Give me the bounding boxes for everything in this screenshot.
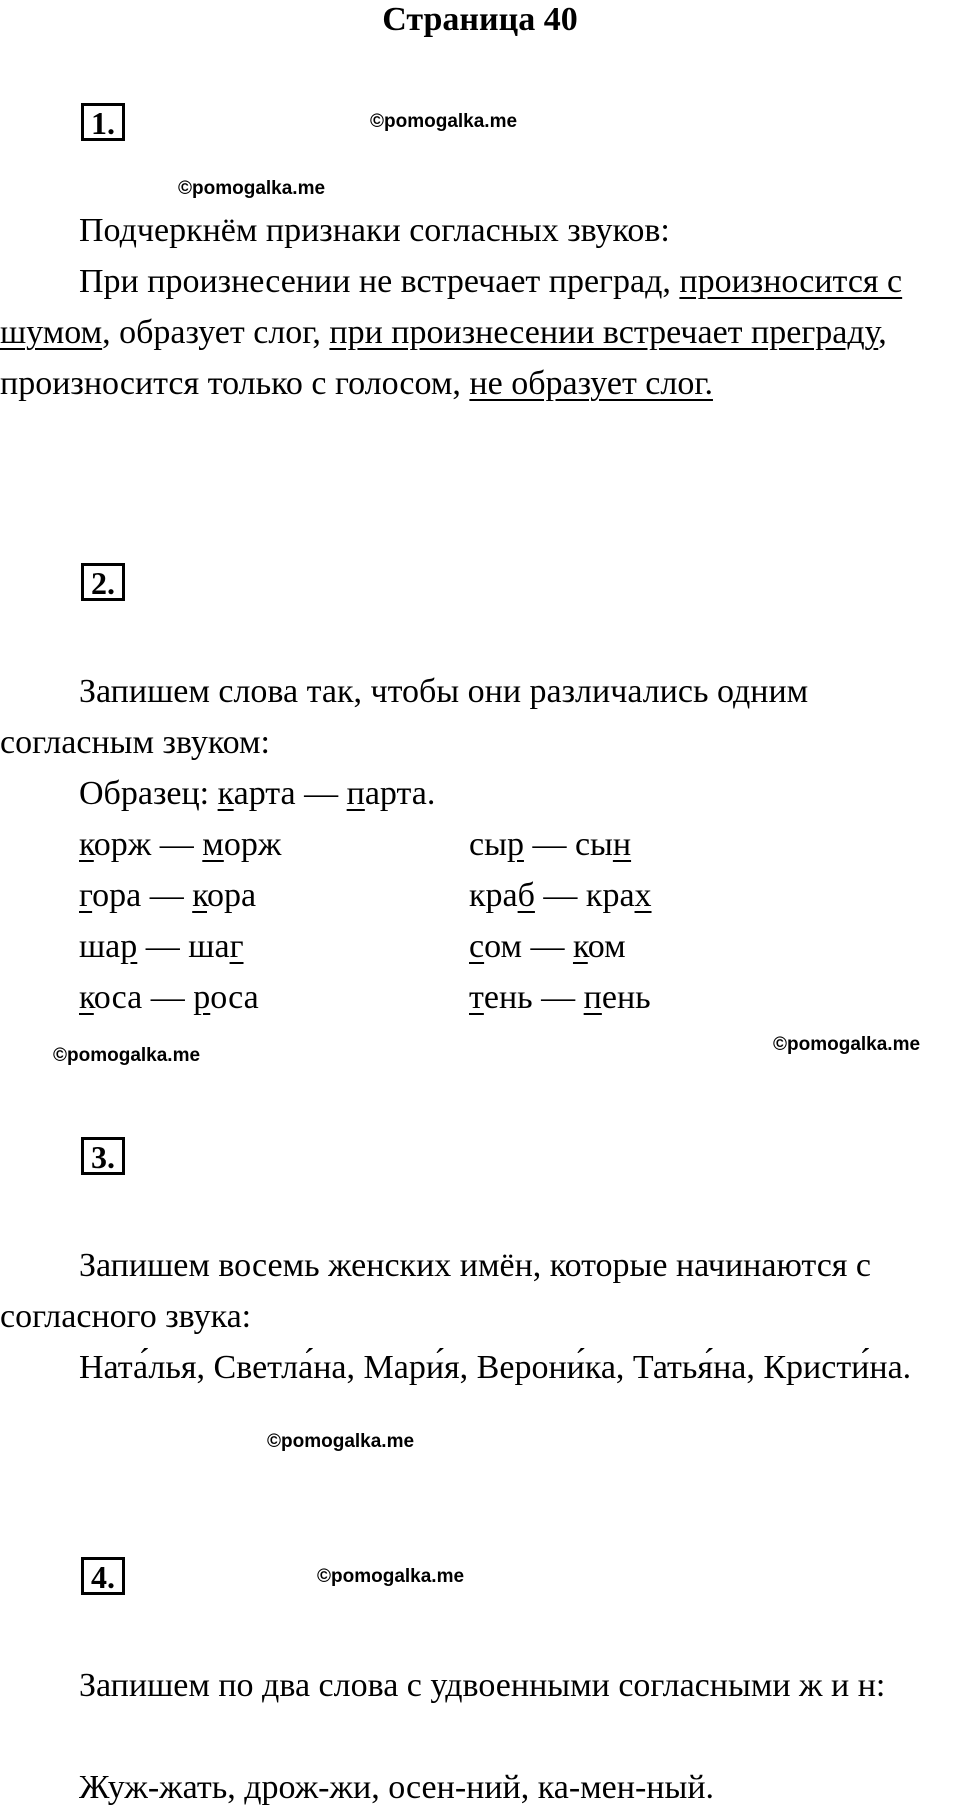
underlined-feature: не образует слог. — [469, 365, 713, 402]
underlined-feature: при произнесении встречает преграду — [329, 314, 879, 351]
word-pair: сыр — сын — [469, 826, 632, 863]
word-pair: сом — ком — [469, 928, 626, 965]
word-pair: краб — крах — [469, 877, 652, 914]
word-pair: шар — шаг — [79, 928, 244, 965]
task-number-4: 4. — [81, 1557, 125, 1595]
sample-line: Образец: карта — парта. — [79, 775, 436, 812]
underlined-feature: произносится с шумом — [0, 263, 903, 351]
page-title: Страница 40 — [382, 1, 578, 38]
task-number-3: 3. — [81, 1137, 125, 1175]
watermark: ©pomogalka.me — [773, 1034, 921, 1055]
task4-words: Жуж-жать, дрож-жи, осен-ний, ка-мен-ный. — [79, 1769, 715, 1806]
watermark: ©pomogalka.me — [370, 111, 518, 132]
task2-intro: Запишем слова так, чтобы они различались одним согласным звуком: — [0, 673, 809, 761]
task4-intro: Запишем по два слова с удвоенными согласными ж и н: — [79, 1667, 886, 1704]
task3-intro: Запишем восемь женских имён, которые начинаются с согласного звука: — [0, 1247, 872, 1335]
watermark: ©pomogalka.me — [53, 1045, 201, 1066]
watermark: ©pomogalka.me — [267, 1431, 415, 1452]
word-pair: коса — роса — [79, 979, 259, 1016]
watermark: ©pomogalka.me — [178, 178, 326, 199]
word-pair: корж — морж — [79, 826, 282, 863]
task-number-2: 2. — [81, 563, 125, 601]
watermark: ©pomogalka.me — [317, 1566, 465, 1587]
task1-answer: При произнесении не встречает преград, произносится с шумом, образует слог, при произнесении встречает преграду, произносится только с голосом, не образует слог. — [0, 263, 903, 402]
task-number-1: 1. — [81, 103, 125, 141]
word-pair: гора — кора — [79, 877, 257, 914]
task3-names: Ната́лья, Светла́на, Мари́я, Верони́ка, Татья́на, Кристи́на. — [79, 1349, 912, 1386]
word-pair: тень — пень — [469, 979, 651, 1016]
task1-intro: Подчеркнём признаки согласных звуков: — [79, 212, 670, 249]
